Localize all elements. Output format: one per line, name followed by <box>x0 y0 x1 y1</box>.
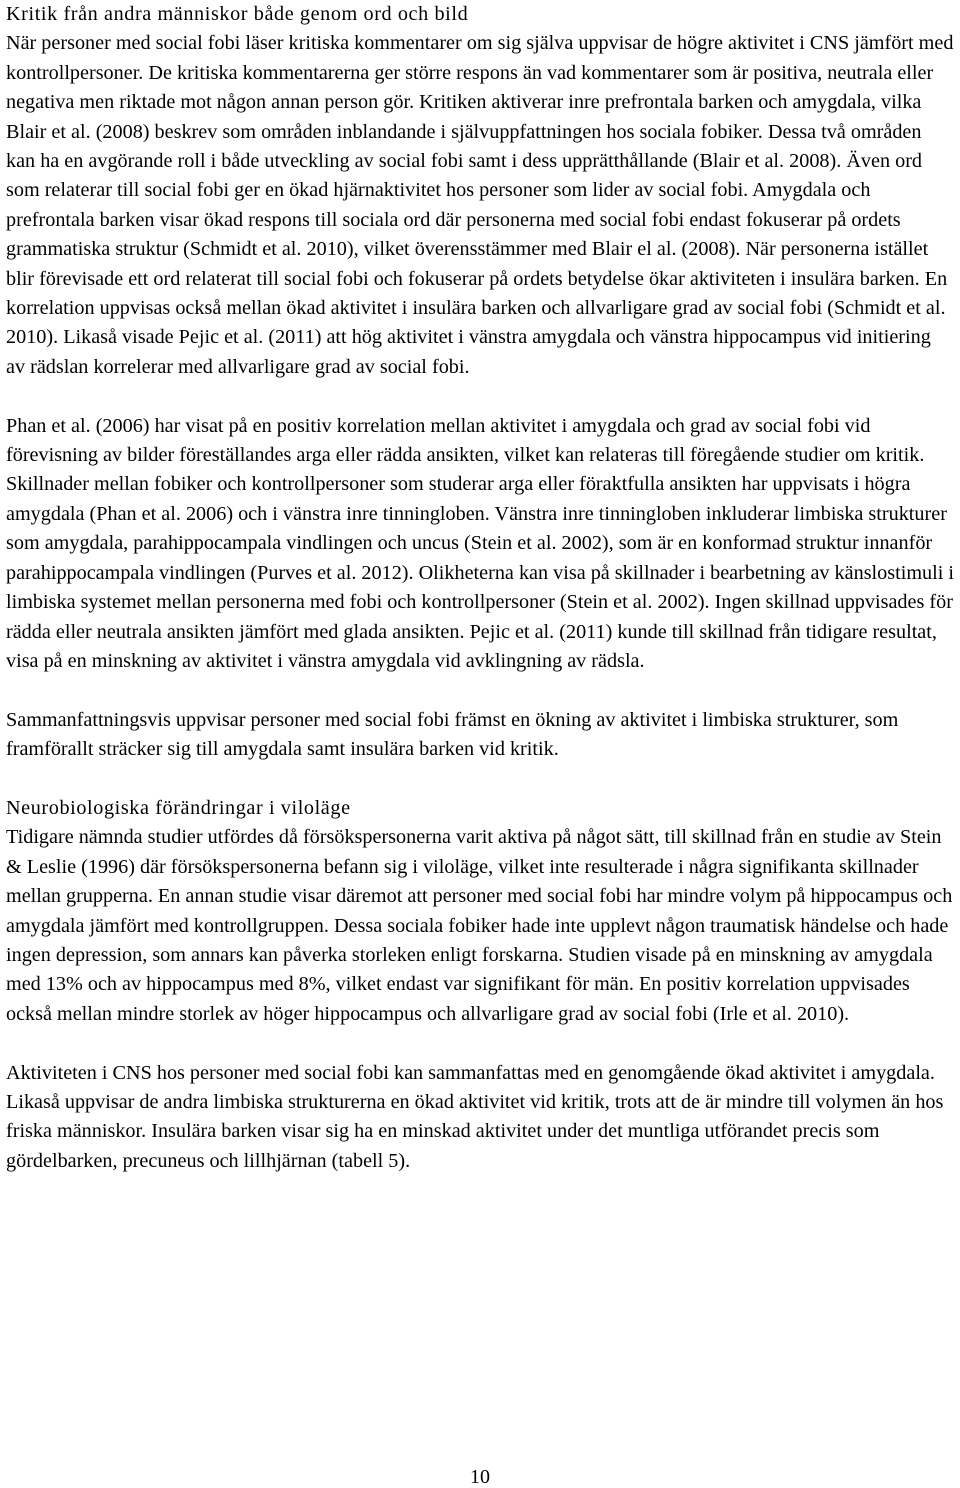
paragraph-resting-state-studies: Tidigare nämnda studier utfördes då försökspersonerna varit aktiva på något sätt, till skillnad från en studie av Stein & Leslie (1996) där försökspersonerna befann sig i viloläge, vilket inte resulterade i några signifikanta skillnader mellan grupperna. En annan studie visar däremot att personer med social fobi har mindre volym på hippocampus och amygdala jämfört med kontrollgruppen. Dessa sociala fobiker hade inte upplevt någon traumatisk händelse och hade ingen depression, som annars kan påverka storleken enligt forskarna. Studien visade på en minskning av amygdala med 13% och av hippocampus med 8%, vilket endast var signifikant för män. En positiv korrelation uppvisades också mellan mindre storlek av höger hippocampus och allvarligare grad av social fobi (Irle et al. 2010). <box>6 826 953 1025</box>
paragraph-spacer <box>6 1029 954 1058</box>
paragraph-summary-limbic: Sammanfattningsvis uppvisar personer med social fobi främst en ökning av aktivitet i limbiska strukturer, som framförallt sträcker sig till amygdala samt insulära barken vid kritik. <box>6 708 899 761</box>
paragraph-faces-study: Phan et al. (2006) har visat på en positiv korrelation mellan aktivitet i amygdala och grad av social fobi vid förevisning av bilder föreställandes arga eller rädda ansikten, vilket kan relateras till föregående studier om kritik. Skillnader mellan fobiker och kontrollpersoner som studerar arga eller föraktfulla ansikten har uppvisats i högra amygdala (Phan et al. 2006) och i vänstra inre tinningloben. Vänstra inre tinningloben inkluderar limbiska strukturer som amygdala, parahippocampala vindlingen och uncus (Stein et al. 2002), som är en konformad struktur innanför parahippocampala vindlingen (Purves et al. 2012). Olikheterna kan visa på skillnader i bearbetning av känslostimuli i limbiska systemet mellan personerna med fobi och kontrollpersoner (Stein et al. 2002). Ingen skillnad uppvisades för rädda eller neutrala ansikten jämfört med glada ansikten. Pejic et al. (2011) kunde till skillnad från tidigare resultat, visa på en minskning av aktivitet i vänstra amygdala vid avklingning av rädsla. <box>6 414 954 672</box>
section-heading-resting-state: Neurobiologiska förändringar i viloläge <box>6 796 351 819</box>
paragraph-spacer <box>6 382 954 411</box>
section-heading-criticism: Kritik från andra människor både genom ord och bild <box>6 3 469 25</box>
paragraph-spacer <box>6 676 954 705</box>
document-page <box>6 0 954 1176</box>
paragraph-spacer <box>6 765 954 794</box>
paragraph-cns-summary: Aktiviteten i CNS hos personer med social fobi kan sammanfattas med en genomgående ökad aktivitet i amygdala. Likaså uppvisar de andra limbiska strukturerna en ökad aktivitet vid kritik, trots att de är mindre till volymen än hos friska människor. Insulära barken visar sig ha en minskad aktivitet under det muntliga utförandet precis som gördelbarken, precuneus och lillhjärnan (tabell 5). <box>6 1061 944 1172</box>
paragraph-criticism-activity: När personer med social fobi läser kritiska kommentarer om sig själva uppvisar de högre aktivitet i CNS jämfört med kontrollpersoner. De kritiska kommentarerna ger större respons än vad kommentarer som är positiva, neutrala eller negativa men riktade mot någon annan person gör. Kritiken aktiverar inre prefrontala barken och amygdala, vilka Blair et al. (2008) beskrev som områden inblandande i självuppfattningen hos sociala fobiker. Dessa två områden kan ha en avgörande roll i både utveckling av social fobi samt i dess upprätthållande (Blair et al. 2008). Även ord som relaterar till social fobi ger en ökad hjärnaktivitet hos personer som lider av social fobi. Amygdala och prefrontala barken visar ökad respons till sociala ord där personerna med social fobi endast fokuserar på ordets grammatiska struktur (Schmidt et al. 2010), vilket överensstämmer med Blair el al. (2008). När personerna istället blir förevisade ett ord relaterat till social fobi och fokuserar på ordets betydelse ökar aktiviteten i insulära barken. En korrelation uppvisas också mellan ökad aktivitet i insulära barken och allvarligare grad av social fobi (Schmidt et al. 2010). Likaså visade Pejic et al. (2011) att hög aktivitet i vänstra amygdala och vänstra hippocampus vid initiering av rädslan korrelerar med allvarligare grad av social fobi. <box>6 32 954 378</box>
page-number: 10 <box>470 1466 490 1488</box>
